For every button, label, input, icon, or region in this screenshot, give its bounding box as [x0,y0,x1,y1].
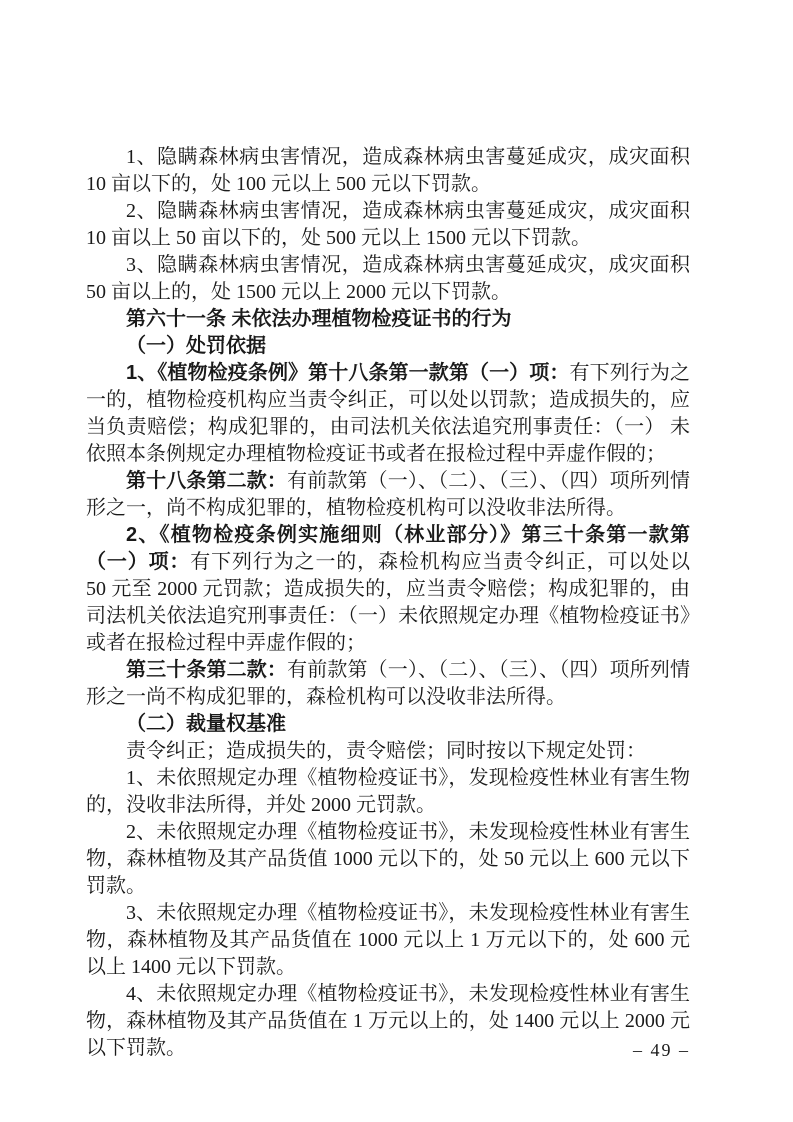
article-61-heading-text: 第六十一条 未依法办理植物检疫证书的行为 [126,308,512,330]
legal-basis-paragraph-2-lead: 第十八条第二款： [126,470,288,492]
subsection-heading-discretion-benchmark [86,711,690,738]
article-61-heading [86,306,690,333]
subsection-heading-penalty-basis [86,333,690,360]
document-body [86,144,690,1062]
subsection-heading-discretion-benchmark-text: （二）裁量权基准 [126,713,286,735]
penalty-tier-item-2 [86,198,690,252]
penalty-tier-item-2-text: 2、隐瞒森林病虫害情况，造成森林病虫害蔓延成灾，成灾面积 10 亩以上 50 亩以下的，处 500 元以上 1500 元以下罚款。 [86,200,690,249]
discretion-tier-item-2-text: 2、未依照规定办理《植物检疫证书》，未发现检疫性林业有害生物，森林植物及其产品货值 1000 元以下的，处 50 元以上 600 元以下罚款。 [86,821,690,897]
discretion-tier-item-3-text: 3、未依照规定办理《植物检疫证书》，未发现检疫性林业有害生物，森林植物及其产品货值在 1000 元以上 1 万元以下的，处 600 元以上 1400 元以下罚款。 [86,902,690,978]
penalty-tier-item-1 [86,144,690,198]
legal-basis-paragraph-3-text: 有下列行为之一的，森检机构应当责令纠正，可以处以 50 元至 2000 元罚款；造成损失的，应当责令赔偿；构成犯罪的，由司法机关依法追究刑事责任：（一）未依照规定办理《植物检疫证书》或者在报检过程中弄虚作假的； [86,551,691,654]
penalty-tier-item-3 [86,252,690,306]
legal-basis-paragraph-4-lead: 第三十条第二款： [126,659,288,681]
legal-basis-paragraph-1 [86,360,690,468]
page-number: – 49 – [633,1040,690,1060]
legal-basis-paragraph-1-text: 有下列行为之一的，植物检疫机构应当责令纠正，可以处以罚款；造成损失的，应当负责赔偿；构成犯罪的，由司法机关依法追究刑事责任：（一） 未依照本条例规定办理植物检疫证书或者在报检过程中弄虚作假的； [86,362,690,465]
discretion-tier-item-1 [86,765,690,819]
legal-basis-paragraph-4 [86,657,690,711]
penalty-tier-item-1-text: 1、隐瞒森林病虫害情况，造成森林病虫害蔓延成灾，成灾面积 10 亩以下的，处 100 元以上 500 元以下罚款。 [86,146,690,195]
discretion-intro-text: 责令纠正；造成损失的，责令赔偿；同时按以下规定处罚： [126,740,646,762]
legal-basis-paragraph-1-lead: 1、《植物检疫条例》第十八条第一款第（一）项： [126,362,570,384]
legal-basis-paragraph-4-text: 有前款第（一）、（二）、（三）、（四）项所列情形之一尚不构成犯罪的，森检机构可以没收非法所得。 [86,659,691,708]
legal-basis-paragraph-2-text: 有前款第（一）、（二）、（三）、（四）项所列情形之一，尚不构成犯罪的，植物检疫机构可以没收非法所得。 [86,470,691,519]
discretion-tier-item-1-text: 1、未依照规定办理《植物检疫证书》，发现检疫性林业有害生物的，没收非法所得，并处 2000 元罚款。 [86,767,690,816]
discretion-tier-item-2 [86,819,690,900]
subsection-heading-penalty-basis-text: （一）处罚依据 [126,335,266,357]
legal-basis-paragraph-2 [86,468,690,522]
discretion-tier-item-3 [86,900,690,981]
legal-basis-paragraph-3 [86,522,690,657]
discretion-tier-item-4-text: 4、未依照规定办理《植物检疫证书》，未发现检疫性林业有害生物，森林植物及其产品货值在 1 万元以上的，处 1400 元以上 2000 元以下罚款。 [86,983,690,1059]
penalty-tier-item-3-text: 3、隐瞒森林病虫害情况，造成森林病虫害蔓延成灾，成灾面积 50 亩以上的，处 1500 元以上 2000 元以下罚款。 [86,254,690,303]
discretion-tier-item-4 [86,981,690,1062]
discretion-intro [86,738,690,765]
legal-basis-paragraph-3-lead: 2、《植物检疫条例实施细则（林业部分）》第三十条第一款第（一）项： [86,524,690,573]
